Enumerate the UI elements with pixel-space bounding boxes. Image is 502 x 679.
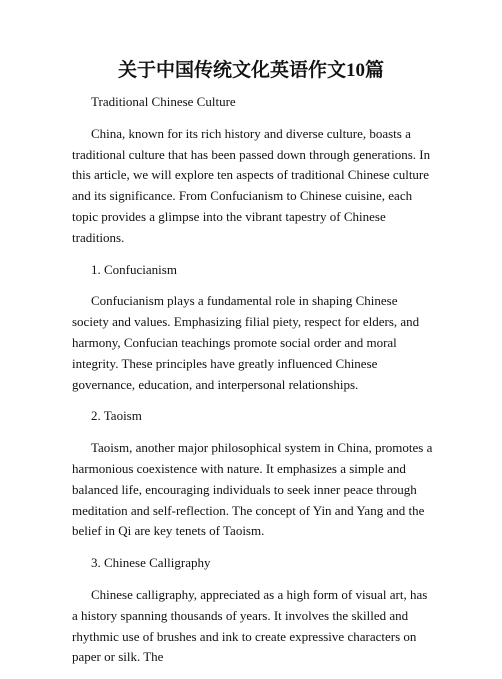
document-title: 关于中国传统文化英语作文10篇 [117,60,384,81]
section-heading-confucianism: 1. Confucianism [91,261,177,277]
section-text-taoism: Taoism, another major philosophical system in China, promotes a harmonious coexistence with nature. It emphasizes a simple and balanced life, encouraging individuals to seek inner peace through meditation and self-reflection. The concept of Yin and Yang and the belief in Qi are key tenets of Taoism. [72,440,433,539]
intro-paragraph: China, known for its rich history and diverse culture, boasts a traditional culture that has been passed down through generations. In this article, we will explore ten aspects of traditional Chinese culture and its significance. From Confucianism to Chinese cuisine, each topic provides a glimpse into the vibrant tapestry of Chinese traditions. [72,125,431,245]
section-heading-taoism: 2. Taoism [91,408,142,424]
section-text-confucianism: Confucianism plays a fundamental role in shaping Chinese society and values. Emphasizing filial piety, respect for elders, and harmony, Confucian teachings promote social order and moral integrity. These principles have greatly influenced Chinese governance, education, and interpersonal relationships. [72,293,420,392]
document-body [72,92,436,679]
section-text-calligraphy: Chinese calligraphy, appreciated as a high form of visual art, has a history spanning thousands of years. It involves the skilled and rhythmic use of brushes and ink to create expressive characters on paper or silk. The [72,586,428,665]
document-subtitle: Traditional Chinese Culture [91,94,236,109]
section-heading-calligraphy: 3. Chinese Calligraphy [91,555,211,571]
